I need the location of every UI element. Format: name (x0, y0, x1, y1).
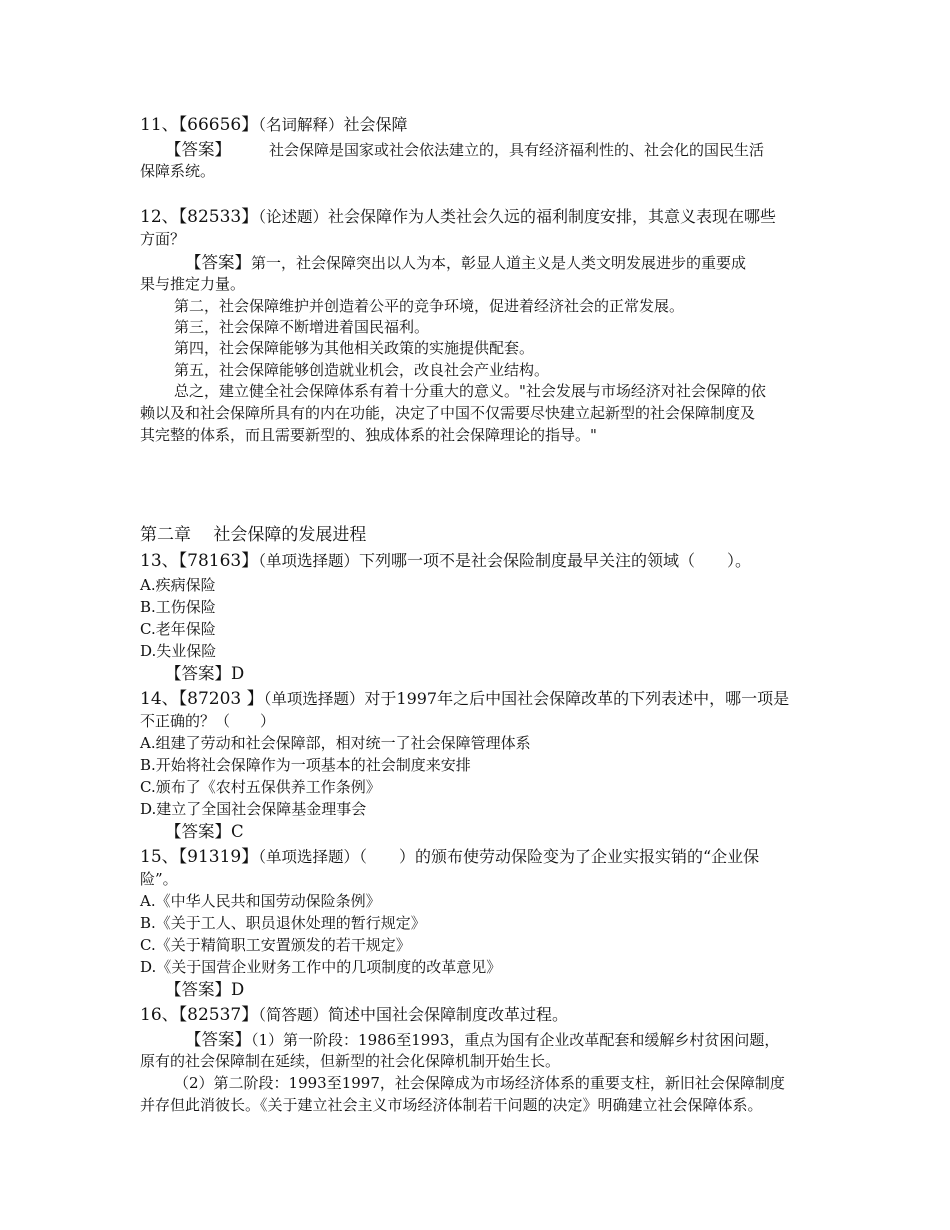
question-code: 【82537】 (178, 1005, 259, 1025)
question-number: 14、 (140, 689, 179, 709)
option-a: A.《中华人民共和国劳动保险条例》 (140, 892, 381, 910)
answer-16-line-1 (185, 1029, 865, 1051)
question-stem: 下列哪一项不是社会保险制度最早关注的领域（ ）。 (359, 551, 752, 570)
option-b: B.工伤保险 (140, 598, 216, 616)
question-code: 【78163】 (178, 551, 259, 571)
question-stem: 对于1997年之后中国社会保障改革的下列表述中，哪一项是 (364, 689, 790, 708)
question-code: 【91319】 (178, 847, 259, 867)
option-a: A.疾病保险 (140, 576, 216, 594)
question-stem: 简述中国社会保障制度改革过程。 (328, 1005, 569, 1024)
answer-text: （1）第一阶段：1986至1993，重点为国有企业改革配套和缓解乡村贫困问题， (251, 1031, 780, 1049)
option-a: A.组建了劳动和社会保障部，相对统一了社会保障管理体系 (140, 734, 531, 752)
question-code: 【82533】 (178, 207, 259, 227)
question-code: 【87203 】 (178, 689, 264, 709)
answer-label: 【答案】 (165, 980, 231, 999)
question-code: 【66656】 (178, 115, 259, 135)
question-number: 16、 (140, 1005, 179, 1025)
answer-label: 【答案】 (185, 253, 251, 272)
option-d: D.《关于国营企业财务工作中的几项制度的改革意见》 (140, 958, 502, 976)
question-number: 12、 (140, 207, 179, 227)
question-type: （单项选择题） (258, 848, 359, 866)
question-stem: 社会保障作为人类社会久远的福利制度安排，其意义表现在哪些 (328, 207, 777, 226)
answer-12-line-9: 其完整的体系，而且需要新型的、独成体系的社会保障理论的指导。" (140, 426, 597, 444)
answer-value: D (231, 980, 245, 999)
question-11-header (140, 114, 820, 136)
answer-12-line-4: 第三，社会保障不断增进着国民福利。 (174, 318, 430, 336)
answer-label: 【答案】 (185, 1030, 251, 1049)
answer-14 (165, 821, 845, 843)
answer-11-line-2: 保障系统。 (140, 162, 216, 180)
answer-12-line-2: 果与推定力量。 (140, 275, 246, 293)
question-15-header (140, 846, 820, 868)
answer-label: 【答案】 (165, 140, 231, 159)
option-c: C.老年保险 (140, 620, 216, 638)
answer-15 (165, 979, 845, 1001)
option-b: B.《关于工人、职员退休处理的暂行规定》 (140, 914, 426, 932)
option-d: D.建立了全国社会保障基金理事会 (140, 800, 367, 818)
answer-11-line-1 (165, 139, 845, 161)
answer-text: 第一，社会保障突出以人为本，彰显人道主义是人类文明发展进步的重要成 (251, 254, 747, 272)
question-type: （单项选择题） (258, 552, 359, 570)
option-d: D.失业保险 (140, 642, 217, 660)
answer-value: D (231, 664, 245, 683)
question-type: （名词解释） (258, 116, 344, 134)
answer-16-line-2: 原有的社会保障制在延续，但新型的社会化保障机制开始生长。 (140, 1052, 561, 1070)
question-number: 15、 (140, 847, 179, 867)
option-c: C.颁布了《农村五保供养工作条例》 (140, 778, 381, 796)
answer-text: 社会保障是国家或社会依法建立的，具有经济福利性的、社会化的国民生活 (269, 141, 765, 159)
question-14-header (140, 688, 820, 710)
question-number: 13、 (140, 551, 179, 571)
question-stem: 社会保障 (343, 115, 408, 134)
question-14-stem-2: 不正确的？（ ） (140, 712, 276, 730)
question-stem: （ ）的颁布使劳动保险变为了企业实报实销的“企业保 (359, 847, 760, 866)
question-15-stem-2: 险”。 (140, 870, 178, 888)
answer-12-line-7: 总之，建立健全社会保障体系有着十分重大的意义。"社会发展与市场经济对社会保障的依 (174, 382, 766, 400)
answer-13 (165, 663, 845, 685)
question-number: 11、 (140, 115, 179, 135)
question-12-stem-2: 方面？ (140, 230, 186, 248)
chapter-title: 第二章 社会保障的发展进程 (140, 525, 367, 545)
option-b: B.开始将社会保障作为一项基本的社会制度来安排 (140, 756, 471, 774)
question-type: （简答题） (258, 1006, 328, 1024)
answer-12-line-5: 第四，社会保障能够为其他相关政策的实施提供配套。 (174, 339, 535, 357)
option-c: C.《关于精简职工安置颁发的若干规定》 (140, 936, 411, 954)
answer-16-line-3: （2）第二阶段：1993至1997，社会保障成为市场经济体系的重要支柱，新旧社会保障制度 (174, 1074, 785, 1092)
question-12-header (140, 206, 820, 228)
answer-label: 【答案】 (165, 822, 231, 841)
answer-12-line-3: 第二，社会保障维护并创造着公平的竞争环境，促进着经济社会的正常发展。 (174, 297, 685, 315)
answer-16-line-4: 并存但此消彼长。《关于建立社会主义市场经济体制若干问题的决定》明确建立社会保障体系。 (140, 1096, 763, 1114)
answer-12-line-6: 第五，社会保障能够创造就业机会，改良社会产业结构。 (174, 361, 550, 379)
question-13-header (140, 550, 820, 572)
question-type: （单项选择题） (263, 690, 365, 708)
answer-12-line-1 (185, 252, 865, 274)
answer-label: 【答案】 (165, 664, 231, 683)
answer-value: C (231, 822, 244, 841)
question-type: （论述题） (258, 208, 328, 226)
answer-12-line-8: 赖以及和社会保障所具有的内在功能，决定了中国不仅需要尽快建立起新型的社会保障制度及 (140, 404, 756, 422)
question-16-header (140, 1004, 820, 1026)
